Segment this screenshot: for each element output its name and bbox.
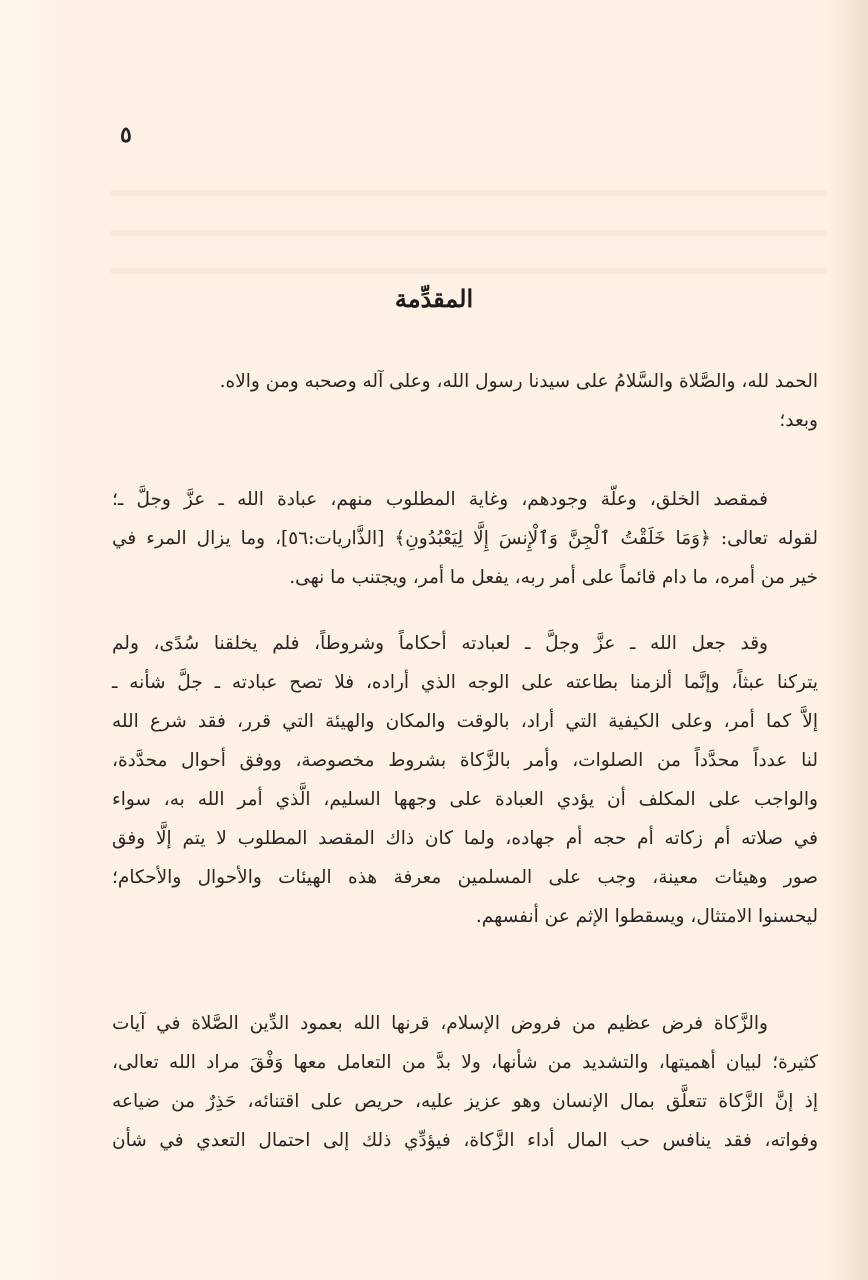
text-line: وبعد؛	[779, 410, 818, 431]
paragraph-rulings	[112, 624, 818, 936]
text-line: في صلاته أم زكاته أم حجه أم جهاده، ولما كان ذاك المقصد المطلوب لا يتم إلَّا وفق	[112, 828, 818, 849]
text-line: إلاَّ كما أمر، وعلى الكيفية التي أراد، بالوقت والمكان والهيئة التي قرر، فقد شرع الله	[112, 711, 818, 732]
text-line: وقد جعل الله ـ عزَّ وجلَّ ـ لعبادته أحكاماً وشروطاً، فلم يخلقنا سُدًى، ولم	[112, 633, 768, 654]
text-line: الحمد لله، والصَّلاة والسَّلامُ على سيدنا رسول الله، وعلى آله وصحبه ومن والاه.	[219, 371, 818, 392]
text-line: ليحسنوا الامتثال، ويسقطوا الإثم عن أنفسهم.	[475, 906, 818, 927]
text-line: فمقصد الخلق، وعلّة وجودهم، وغاية المطلوب منهم، عبادة الله ـ عزَّ وجلَّ ـ؛	[112, 489, 768, 510]
bleed-through-line	[110, 230, 828, 236]
text-line: لنا عدداً محدَّداً من الصلوات، وأمر بالزَّكاة بشروط مخصوصة، ووفق أحوال محدَّدة،	[112, 750, 818, 771]
bleed-through-line	[110, 190, 828, 196]
text-line: إذ إنَّ الزَّكاة تتعلَّق بمال الإنسان وهو عزيز عليه، حريص على اقتنائه، حَذِرٌ من ضياعه	[112, 1091, 818, 1112]
text-line: خير من أمره، ما دام قائماً على أمر ربه، يفعل ما أمر، ويجتنب ما نهى.	[289, 567, 818, 588]
text-line-with-quran-verse: لقوله تعالى: ﴿وَمَا خَلَقْتُ ٱلْجِنَّ وَٱلْإِنسَ إِلَّا لِيَعْبُدُونِ﴾ [الذَّاريات:٥٦]، وما يزال المرء في	[112, 528, 818, 549]
text-line: صور وهيئات معينة، وجب على المسلمين معرفة هذه الهيئات والأحوال والأحكام؛	[112, 867, 818, 888]
page-title: المقدِّمة	[394, 284, 474, 313]
paragraph-purpose	[112, 480, 818, 597]
bleed-through-line	[110, 268, 828, 274]
text-line: والزَّكاة فرض عظيم من فروض الإسلام، قرنها الله بعمود الدِّين الصَّلاة في آيات	[112, 1013, 768, 1034]
text-line: والواجب على المكلف أن يؤدي العبادة على وجهها السليم، الَّذي أمر الله به، سواء	[112, 789, 818, 810]
paragraph-opening	[112, 362, 818, 440]
text-line: يتركنا عبثاً، وإنَّما ألزمنا بطاعته على الوجه الذي أراده، فلا تصح عبادته ـ جلَّ شأنه ـ	[112, 672, 818, 693]
paragraph-zakat	[112, 1004, 818, 1160]
text-line: كثيرة؛ لبيان أهميتها، والتشديد من شأنها، ولا بدَّ من التعامل معها وَفْقَ مراد الله تعالى،	[112, 1052, 818, 1073]
page-number: ٥	[120, 122, 132, 148]
text-line: وفواته، فقد ينافس حب المال أداء الزَّكاة، فيؤدِّي ذلك إلى احتمال التعدي في شأن	[112, 1130, 818, 1151]
